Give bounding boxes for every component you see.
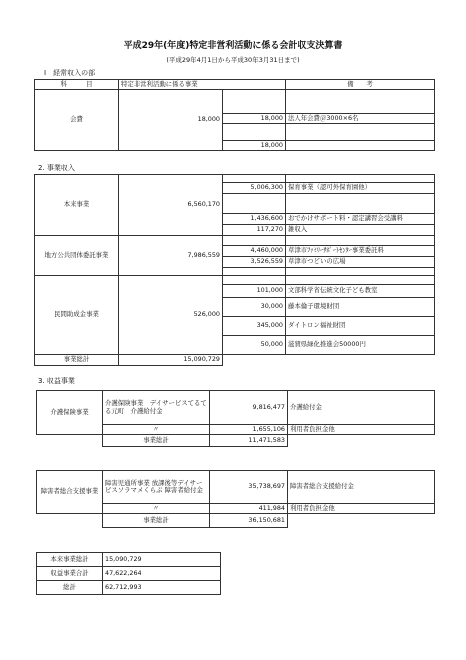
summary-label: 本来事業総計: [37, 553, 103, 567]
row-label-membership-fee: 会費: [35, 90, 119, 151]
line-amount: 50,000: [223, 336, 286, 355]
care-line-note: 利用者負担金他: [288, 425, 435, 435]
line-note: 保育事業（認可外保育園他）: [286, 183, 435, 194]
care-total-label: 事業総計: [103, 435, 210, 447]
group-label: 本来事業: [35, 175, 119, 236]
summary-amount: 62,712,993: [103, 581, 221, 595]
line-amount: 101,000: [223, 285, 286, 298]
line-note: 草津市ﾌｧﾐﾘｰｻﾎﾟｰﾄｾﾝﾀｰ事業委託料: [286, 246, 435, 257]
detail-amount: 18,000: [223, 114, 286, 124]
section-heading-profit-business: 3. 収益事業: [38, 377, 75, 385]
grand-total-table: [36, 552, 221, 595]
line-amount: 345,000: [223, 317, 286, 336]
business-total-amount: 15,090,729: [119, 355, 223, 366]
line-note: おでかけサポート料・認定講習会受講料: [286, 214, 435, 225]
care-line-description: 介護保険事業 デイサービスてるてる元町 介護給付金: [103, 391, 210, 425]
document-title: 平成29年(年度)特定非営利活動に係る会計収支決算書: [123, 41, 343, 51]
membership-fee-amount: 18,000: [119, 90, 223, 151]
disability-total-label: 事業総計: [103, 514, 210, 528]
summary-label: 総計: [37, 581, 103, 595]
summary-label: 収益事業合計: [37, 567, 103, 581]
line-note: 草津市つどいの広場: [286, 257, 435, 268]
line-amount: 117,270: [223, 225, 286, 236]
disability-total-amount: 36,150,681: [210, 514, 288, 528]
disability-line-amount: 35,738,697: [210, 471, 288, 504]
care-insurance-label: 介護保険事業: [37, 391, 103, 435]
ditto-mark: 〃: [103, 425, 210, 435]
care-total-amount: 11,471,583: [210, 435, 288, 447]
care-line-note: 介護給付金: [288, 391, 435, 425]
line-amount: 3,526,559: [223, 257, 286, 268]
ditto-mark: 〃: [103, 504, 210, 514]
group-amount: 6,560,170: [119, 175, 223, 236]
disability-line-description: 障害児通所事業 放課後等デイサービスソラマメくらぶ 障害者給付金: [103, 471, 210, 504]
disability-support-label: 障害者総合支援事業: [37, 471, 103, 514]
care-insurance-table: [36, 390, 435, 447]
section-heading-operating-income: Ⅰ 経常収入の部: [44, 69, 96, 77]
disability-line-note: 障害者総合支援給付金: [288, 471, 435, 504]
header-subject: 科 目: [35, 80, 119, 90]
detail-note: 法人年会費＠3000×6名: [286, 114, 435, 124]
detail-amount: 18,000: [223, 141, 286, 151]
disability-line-note: 利用者負担金他: [288, 504, 435, 514]
disability-support-table: [36, 470, 435, 528]
header-remarks: 備 考: [286, 80, 435, 90]
line-note: 文部科学省伝統文化子ども教室: [286, 285, 435, 298]
group-label: 地方公共団体委託事業: [35, 236, 119, 276]
fiscal-period: (平成29年4月1日から平成30年3月31日まで): [166, 56, 300, 64]
line-amount: 1,436,600: [223, 214, 286, 225]
business-income-table: [34, 174, 435, 366]
business-total-label: 事業総計: [35, 355, 119, 366]
group-label: 民間助成金事業: [35, 276, 119, 355]
membership-fee-table: [34, 79, 435, 151]
line-amount: 30,000: [223, 298, 286, 317]
detail-note: [286, 141, 435, 151]
group-amount: 526,000: [119, 276, 223, 355]
care-line-amount: 1,655,106: [210, 425, 288, 435]
line-note: 雑収入: [286, 225, 435, 236]
group-amount: 7,986,559: [119, 236, 223, 276]
header-npo-activity: 特定非営利活動に係る事業: [119, 80, 286, 90]
line-note: 藤本倫子環境財団: [286, 298, 435, 317]
summary-amount: 47,622,264: [103, 567, 221, 581]
line-note: ダイトロン福祉財団: [286, 317, 435, 336]
line-note: 滋賀県緑化推進会50000円: [286, 336, 435, 355]
summary-amount: 15,090,729: [103, 553, 221, 567]
section-heading-business-income: 2. 事業収入: [38, 164, 75, 172]
care-line-amount: 9,816,477: [210, 391, 288, 425]
disability-line-amount: 411,984: [210, 504, 288, 514]
line-amount: 4,460,000: [223, 246, 286, 257]
line-amount: 5,006,300: [223, 183, 286, 194]
